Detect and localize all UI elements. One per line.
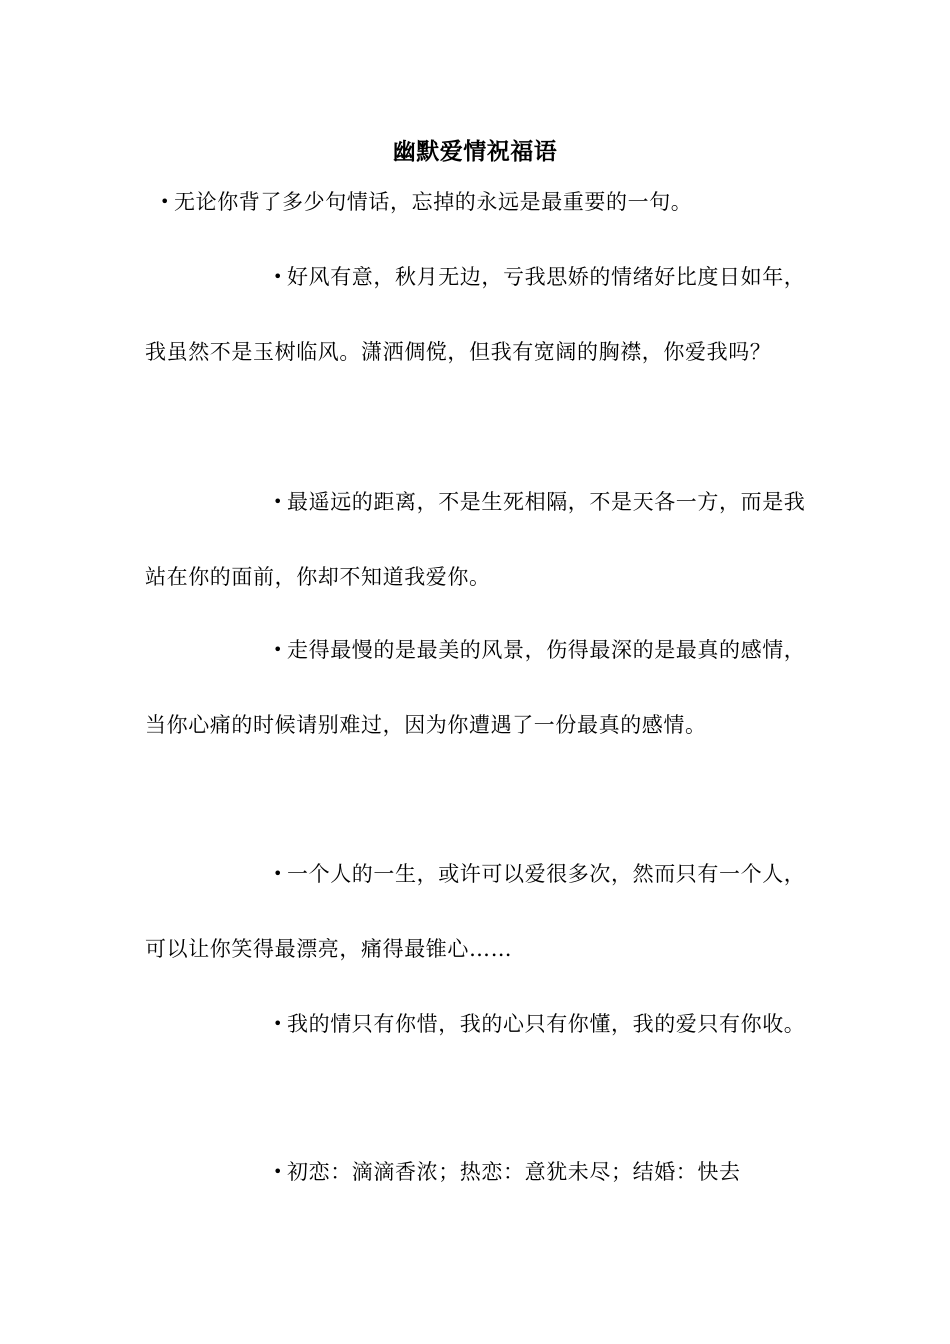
paragraph-text: 初恋：滴滴香浓；热恋：意犹未尽；结婚：快去 xyxy=(287,1160,741,1184)
paragraph-3 xyxy=(145,464,813,615)
paragraph-4 xyxy=(145,612,813,763)
bullet-mark: • xyxy=(273,1014,284,1033)
document-title: 幽默爱情祝福语 xyxy=(392,138,558,165)
paragraph-text: 走得最慢的是最美的风景，伤得最深的是最真的感情，当你心痛的时候请别难过，因为你遭遇了一份最真的感情。 xyxy=(145,638,806,737)
bullet-mark: • xyxy=(273,640,284,659)
bullet-mark: • xyxy=(160,192,171,211)
bullet-mark: • xyxy=(273,864,284,883)
paragraph-1 xyxy=(160,164,860,240)
paragraph-text: 一个人的一生，或许可以爱很多次，然而只有一个人，可以让你笑得最漂亮，痛得最锥心…… xyxy=(145,862,806,961)
paragraph-text: 最遥远的距离，不是生死相隔，不是天各一方，而是我站在你的面前，你却不知道我爱你。 xyxy=(145,490,806,589)
paragraph-text: 无论你背了多少句情话，忘掉的永远是最重要的一句。 xyxy=(174,190,693,214)
paragraph-6 xyxy=(145,986,813,1062)
paragraph-7 xyxy=(145,1134,813,1210)
paragraph-text: 好风有意，秋月无边，亏我思娇的情绪好比度日如年，我虽然不是玉树临风。潇洒倜傥，但我有宽阔的胸襟，你爱我吗？ xyxy=(145,265,806,364)
paragraph-5 xyxy=(145,836,813,987)
paragraph-2 xyxy=(145,239,813,390)
bullet-mark: • xyxy=(273,1162,284,1181)
bullet-mark: • xyxy=(273,267,284,286)
paragraph-text: 我的情只有你惜，我的心只有你懂，我的爱只有你收。 xyxy=(287,1012,806,1036)
bullet-mark: • xyxy=(273,492,284,511)
